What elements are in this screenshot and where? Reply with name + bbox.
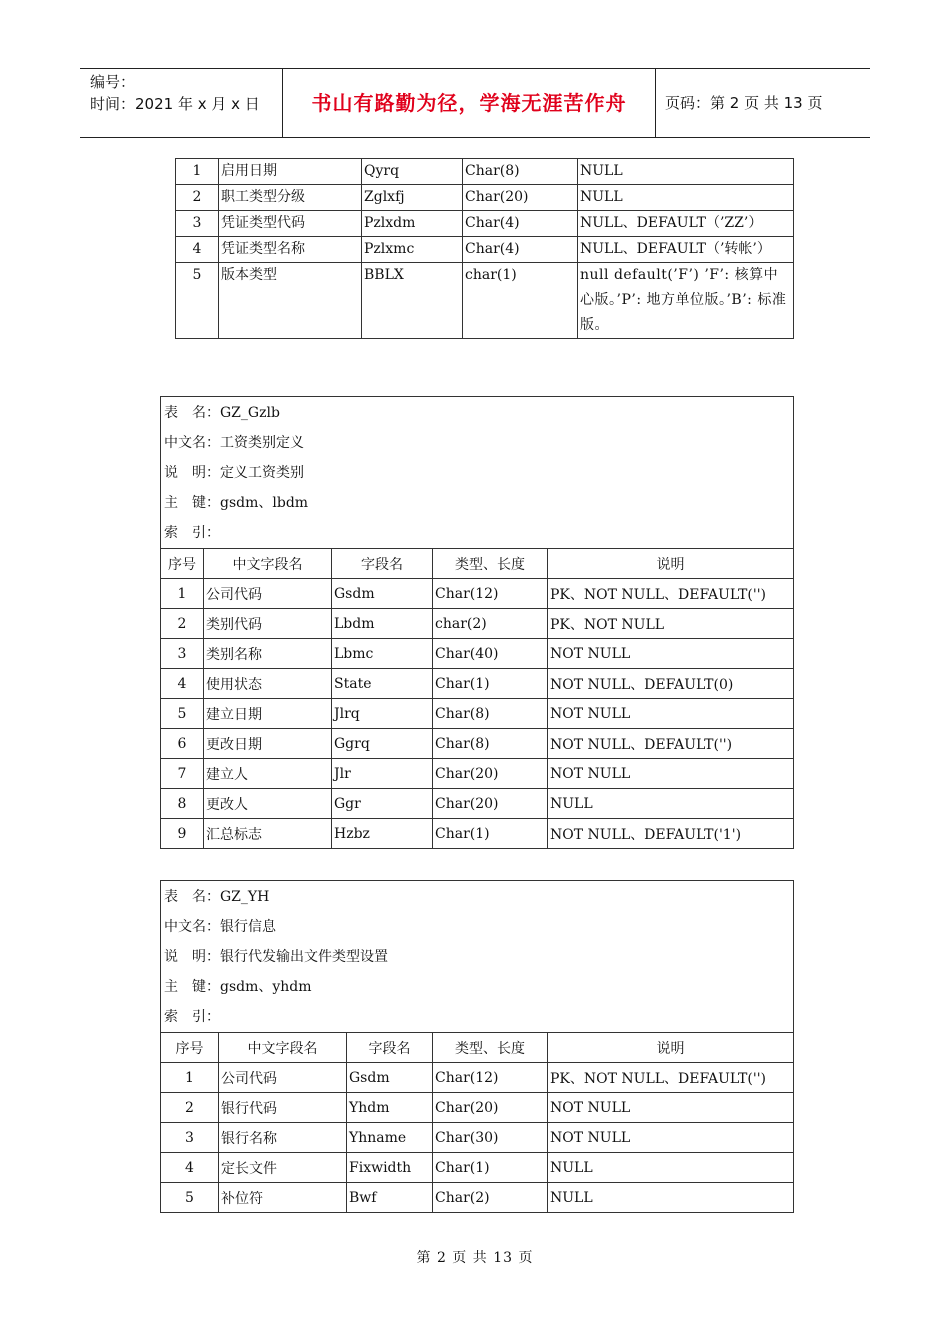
cell-no: 3: [176, 211, 219, 237]
cell-no: 6: [161, 729, 204, 759]
header-motto: 书山有路勤为径，学海无涯苦作舟: [311, 91, 627, 115]
table-row: [161, 759, 794, 789]
cell-cn-name: 类别名称: [204, 639, 332, 669]
table-cn-name: 中文名：银行信息: [164, 919, 276, 935]
col-header-field: 字段名: [347, 1033, 433, 1063]
cell-type: Char(20): [433, 1093, 548, 1123]
cell-no: 2: [176, 185, 219, 211]
table-description: 说 明：定义工资类别: [164, 465, 304, 481]
cell-type: Char(12): [433, 579, 548, 609]
table-description: 说 明：银行代发输出文件类型设置: [164, 949, 388, 965]
table-row: [161, 1153, 794, 1183]
col-header-type: 类型、长度: [433, 1033, 548, 1063]
cell-desc: NULL、DEFAULT（’ZZ’）: [578, 211, 794, 237]
doc-number-label: 编号：: [90, 73, 136, 91]
cell-no: 2: [161, 609, 204, 639]
cell-field: Ggr: [332, 789, 433, 819]
cell-field: Gsdm: [332, 579, 433, 609]
table-row: [161, 729, 794, 759]
cell-cn-name: 凭证类型名称: [219, 237, 362, 263]
cell-no: 1: [161, 579, 204, 609]
cell-field: Gsdm: [347, 1063, 433, 1093]
cell-type: Char(30): [433, 1123, 548, 1153]
table-row: [161, 1183, 794, 1213]
table-row: [161, 1093, 794, 1123]
header-divider: [655, 69, 656, 137]
cell-cn-name: 版本类型: [219, 263, 362, 339]
page-header: [80, 68, 870, 138]
cell-cn-name: 公司代码: [219, 1063, 347, 1093]
table-name: 表 名：GZ_Gzlb: [164, 405, 280, 421]
cell-desc: NULL: [548, 1183, 794, 1213]
table-info: [161, 881, 794, 1033]
doc-date: 时间：2021 年 x 月 x 日: [90, 95, 260, 113]
cell-field: Pzlxdm: [362, 211, 463, 237]
table-row: [161, 1123, 794, 1153]
cell-type: Char(1): [433, 1153, 548, 1183]
cell-cn-name: 建立人: [204, 759, 332, 789]
cell-type: Char(4): [463, 237, 578, 263]
table-row: [161, 1063, 794, 1093]
table-row: [176, 211, 794, 237]
cell-no: 7: [161, 759, 204, 789]
cell-field: Lbmc: [332, 639, 433, 669]
cell-field: BBLX: [362, 263, 463, 339]
cell-desc: NOT NULL: [548, 1093, 794, 1123]
cell-field: Hzbz: [332, 819, 433, 849]
cell-no: 3: [161, 639, 204, 669]
cell-field: State: [332, 669, 433, 699]
col-header-no: 序号: [161, 549, 204, 579]
table-row: [161, 609, 794, 639]
col-header-type: 类型、长度: [433, 549, 548, 579]
cell-desc: NULL: [578, 159, 794, 185]
cell-field: Zglxfj: [362, 185, 463, 211]
col-header-desc: 说明: [548, 549, 794, 579]
cell-desc: NOT NULL: [548, 699, 794, 729]
table-gz-yh: [160, 880, 794, 1213]
cell-cn-name: 类别代码: [204, 609, 332, 639]
table-row: [176, 185, 794, 211]
cell-cn-name: 更改日期: [204, 729, 332, 759]
cell-field: Qyrq: [362, 159, 463, 185]
table-gz-gzlb: [160, 396, 794, 849]
cell-desc: NOT NULL: [548, 639, 794, 669]
cell-desc: NOT NULL: [548, 1123, 794, 1153]
cell-field: Yhdm: [347, 1093, 433, 1123]
table-primary-key: 主 键：gsdm、yhdm: [164, 979, 312, 995]
cell-no: 4: [176, 237, 219, 263]
cell-cn-name: 使用状态: [204, 669, 332, 699]
col-header-field: 字段名: [332, 549, 433, 579]
cell-cn-name: 定长文件: [219, 1153, 347, 1183]
table-cn-name: 中文名：工资类别定义: [164, 435, 304, 451]
cell-cn-name: 公司代码: [204, 579, 332, 609]
cell-cn-name: 启用日期: [219, 159, 362, 185]
table-continued: [175, 158, 794, 339]
cell-no: 8: [161, 789, 204, 819]
cell-field: Jlr: [332, 759, 433, 789]
cell-cn-name: 银行名称: [219, 1123, 347, 1153]
cell-type: Char(8): [463, 159, 578, 185]
cell-desc: PK、NOT NULL、DEFAULT(''): [548, 1063, 794, 1093]
cell-desc: null default(’F’) ’F’: 核算中心版。’P’: 地方单位版。’B’: 标准版。: [578, 263, 794, 339]
cell-field: Fixwidth: [347, 1153, 433, 1183]
table-index: 索 引：: [164, 525, 220, 541]
cell-no: 5: [161, 699, 204, 729]
cell-cn-name: 银行代码: [219, 1093, 347, 1123]
cell-no: 4: [161, 1153, 219, 1183]
table-primary-key: 主 键：gsdm、lbdm: [164, 495, 309, 511]
cell-desc: NULL: [548, 789, 794, 819]
cell-field: Jlrq: [332, 699, 433, 729]
table-header-row: [161, 1033, 794, 1063]
cell-field: Bwf: [347, 1183, 433, 1213]
cell-type: Char(8): [433, 729, 548, 759]
table-row: [176, 237, 794, 263]
cell-no: 5: [176, 263, 219, 339]
table-info-row: [161, 397, 794, 549]
cell-type: Char(20): [463, 185, 578, 211]
cell-desc: NOT NULL、DEFAULT('1'): [548, 819, 794, 849]
page-footer: 第 2 页 共 13 页: [416, 1250, 534, 1266]
cell-field: Yhname: [347, 1123, 433, 1153]
cell-type: Char(40): [433, 639, 548, 669]
cell-cn-name: 职工类型分级: [219, 185, 362, 211]
cell-no: 9: [161, 819, 204, 849]
cell-no: 1: [161, 1063, 219, 1093]
cell-type: Char(12): [433, 1063, 548, 1093]
cell-desc: NULL: [578, 185, 794, 211]
cell-no: 2: [161, 1093, 219, 1123]
cell-field: Ggrq: [332, 729, 433, 759]
cell-cn-name: 建立日期: [204, 699, 332, 729]
cell-no: 1: [176, 159, 219, 185]
cell-type: Char(1): [433, 819, 548, 849]
cell-cn-name: 补位符: [219, 1183, 347, 1213]
table-info-row: [161, 881, 794, 1033]
cell-no: 3: [161, 1123, 219, 1153]
table-row: [161, 699, 794, 729]
cell-no: 4: [161, 669, 204, 699]
header-page-info: 页码：第 2 页 共 13 页: [665, 94, 823, 112]
col-header-cn-name: 中文字段名: [219, 1033, 347, 1063]
cell-type: Char(20): [433, 789, 548, 819]
table-row: [176, 159, 794, 185]
cell-type: Char(8): [433, 699, 548, 729]
table-header-row: [161, 549, 794, 579]
cell-desc: NOT NULL、DEFAULT(0): [548, 669, 794, 699]
cell-desc: NOT NULL、DEFAULT(''): [548, 729, 794, 759]
cell-desc: NULL: [548, 1153, 794, 1183]
table-row: [161, 579, 794, 609]
col-header-desc: 说明: [548, 1033, 794, 1063]
cell-type: Char(4): [463, 211, 578, 237]
cell-desc: NULL、DEFAULT（’转帐’）: [578, 237, 794, 263]
table-row: [161, 669, 794, 699]
cell-field: Pzlxmc: [362, 237, 463, 263]
table-index: 索 引：: [164, 1009, 220, 1025]
table-row: [161, 639, 794, 669]
cell-type: char(1): [463, 263, 578, 339]
cell-cn-name: 凭证类型代码: [219, 211, 362, 237]
table-row: [176, 263, 794, 339]
cell-type: char(2): [433, 609, 548, 639]
cell-desc: PK、NOT NULL、DEFAULT(''): [548, 579, 794, 609]
cell-type: Char(2): [433, 1183, 548, 1213]
cell-type: Char(20): [433, 759, 548, 789]
table-info: [161, 397, 794, 549]
col-header-cn-name: 中文字段名: [204, 549, 332, 579]
cell-cn-name: 汇总标志: [204, 819, 332, 849]
table-name: 表 名：GZ_YH: [164, 889, 270, 905]
table-row: [161, 819, 794, 849]
cell-cn-name: 更改人: [204, 789, 332, 819]
cell-type: Char(1): [433, 669, 548, 699]
cell-field: Lbdm: [332, 609, 433, 639]
header-meta: [90, 71, 260, 115]
table-row: [161, 789, 794, 819]
cell-desc: PK、NOT NULL: [548, 609, 794, 639]
cell-desc: NOT NULL: [548, 759, 794, 789]
cell-no: 5: [161, 1183, 219, 1213]
col-header-no: 序号: [161, 1033, 219, 1063]
